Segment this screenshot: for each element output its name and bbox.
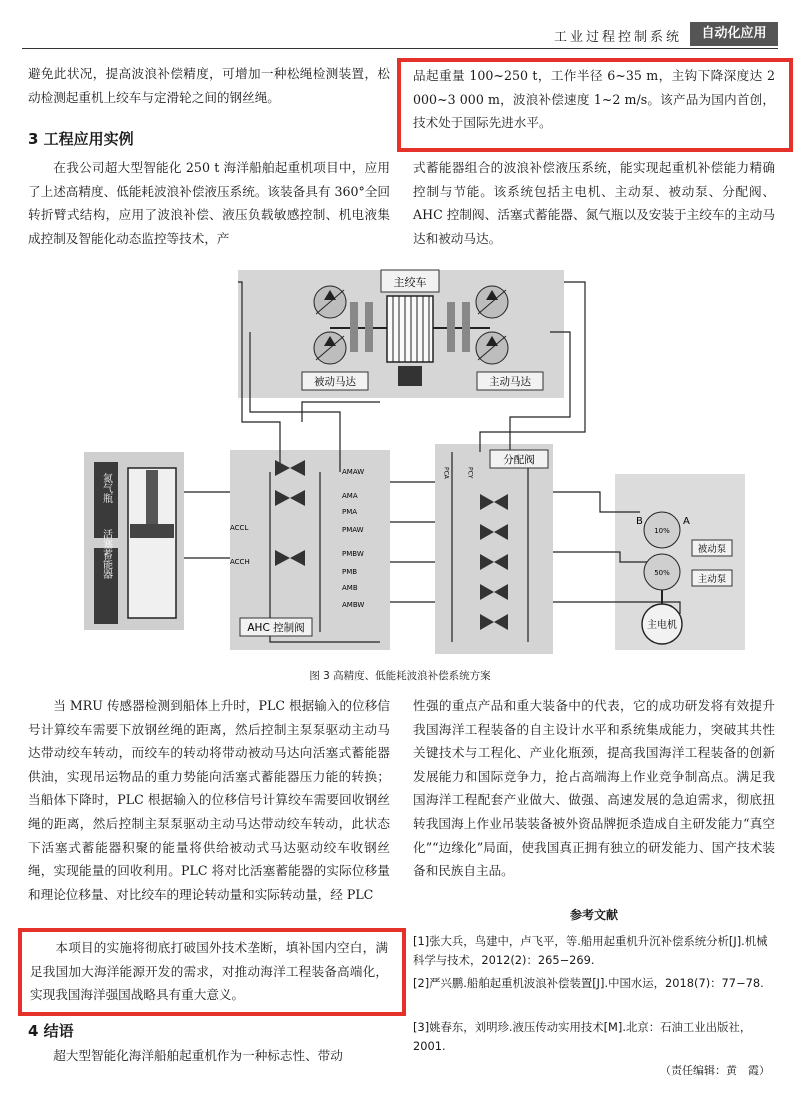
references-title: 参考文献 [569, 908, 618, 922]
label-acch: ACCH [230, 558, 250, 566]
hydraulic-system-diagram [80, 262, 770, 662]
section3-heading: 3 工程应用实例 [28, 130, 134, 148]
label-pca: PCA [442, 467, 450, 479]
accumulator-label: 活塞蓄能器 [100, 529, 112, 579]
label-amb: AMB [342, 584, 358, 592]
journal-title: 工业过程控制系统 [553, 30, 682, 45]
right-top-highlight-text: 品起重量 100~250 t，工作半径 6~35 m，主钩下降深度达 2 000~3 000 m，波浪补偿速度 1~2 m/s。该产品为国内首创，技术处于国际先进水平。 [413, 68, 775, 131]
passive-pump-label: 被动泵 [697, 544, 727, 555]
label-pcy: PCY [466, 467, 474, 479]
left-bottom-highlight-text: 本项目的实施将彻底打破国外技术垄断，填补国内空白，满足我国加大海洋能源开发的需求，对推动海洋工程装备高端化，实现我国海洋强国战略具有重大意义。 [30, 940, 388, 1003]
label-pmb: PMB [342, 568, 358, 576]
label-amaw: AMAW [342, 468, 365, 476]
right-top-paragraph: 式蓄能器组合的波浪补偿液压系统，能实现起重机补偿能力精确控制与节能。该系统包括主电机、主动泵、被动泵、分配阀、AHC 控制阀、活塞式蓄能器、氮气瓶以及安装于主绞车的主动马达和被动马达。 [413, 160, 775, 246]
ahc-valve-label: AHC 控制阀 [247, 622, 305, 634]
figure-caption: 图 3 高精度、低能耗波浪补偿系统方案 [309, 670, 491, 682]
label-pmaw: PMAW [342, 526, 364, 534]
distribution-valve-panel [435, 444, 553, 654]
main-motor-label: 主电机 [647, 620, 677, 631]
section4-paragraph: 超大型智能化海洋船舶起重机作为一种标志性、带动 [53, 1048, 343, 1063]
label-50pct: 50% [654, 569, 670, 577]
active-pump-label: 主动泵 [697, 574, 727, 585]
passive-motor-label: 被动马达 [314, 376, 356, 388]
reference-item-2: [2]严兴鹏.船舶起重机波浪补偿装置[J].中国水运，2018(7)：77−78. [413, 976, 764, 990]
left-bottom-paragraph: 当 MRU 传感器检测到船体上升时，PLC 根据输入的位移信号计算绞车需要下放钢丝绳的距离，然后控制主泵泵驱动主动马达带动绞车转动，而绞车的转动将带动被动马达向活塞式蓄能器供油，实现吊运物品的重力势能向活塞式蓄能器压力能的转换；当船体下降时，PLC 根据输入的位移信号计算绞车需要回收钢丝绳的距离，然后控制主泵泵驱动主动马达带动绞车转动，此状态下活塞式蓄能器积聚的能量将供给被动式马达驱动绞车收钢丝绳，实现能量的回收利用。PLC 将对比活塞蓄能器的实际位移量和理论位移量、对比绞车的理论转动量和实际转动量，经 PLC [28, 698, 390, 902]
right-bottom-paragraph: 性强的重点产品和重大装备中的代表，它的成功研发将有效提升我国海洋工程装备的自主设计水平和系统集成能力，突破其共性关键技术与工程化、产业化瓶颈，提高我国海洋工程装备的创新发展能力和国际竞争力，抢占高端海上作业竞争制高点。满足我国海洋工程配套产业做大、做强、高速发展的急迫需求，彻底扭转我国海上作业吊装装备被外资品牌扼杀造成自主研发能力“真空化”“边缘化”局面，使我国真正拥有独立的研发能力、国产技术装备和民族自主品。 [413, 698, 775, 879]
editor-credit: （责任编辑：黄 霞） [660, 1064, 770, 1077]
section-badge: 自动化应用 [690, 22, 778, 46]
label-port-a: A [683, 516, 690, 527]
label-port-b: B [636, 516, 643, 527]
active-motor-label: 主动马达 [489, 376, 531, 388]
label-pma: PMA [342, 508, 358, 516]
label-accl: ACCL [230, 524, 249, 532]
nitrogen-bottle-label: 氮气瓶 [100, 473, 112, 503]
header-rule [22, 48, 778, 49]
label-10pct: 10% [654, 527, 670, 535]
reference-item-1: [1]张大兵，鸟建中，卢飞平，等.船用起重机升沉补偿系统分析[J].机械科学与技术，2012(2)：265−269. [413, 934, 768, 967]
section4-heading: 4 结语 [28, 1022, 74, 1040]
left-top-paragraph: 避免此状况，提高波浪补偿精度，可增加一种松绳检测装置，松动检测起重机上绞车与定滑轮之间的钢丝绳。 [28, 66, 390, 105]
label-ama: AMA [342, 492, 358, 500]
dist-valve-label: 分配阀 [503, 454, 535, 466]
reference-item-3: [3]姚春东，刘明珍.液压传动实用技术[M].北京：石油工业出版社，2001. [413, 1020, 752, 1053]
label-pmbw: PMBW [342, 550, 364, 558]
label-ambw: AMBW [342, 601, 365, 609]
section3-paragraph: 在我公司超大型智能化 250 t 海洋船舶起重机项目中，应用了上述高精度、低能耗波浪补偿液压系统。该装备具有 360°全回转折臂式结构，应用了波浪补偿、液压负载敏感控制、机电液集成控制及智能化动态监控等技术，产 [28, 160, 390, 246]
main-winch-label: 主绞车 [393, 276, 427, 289]
